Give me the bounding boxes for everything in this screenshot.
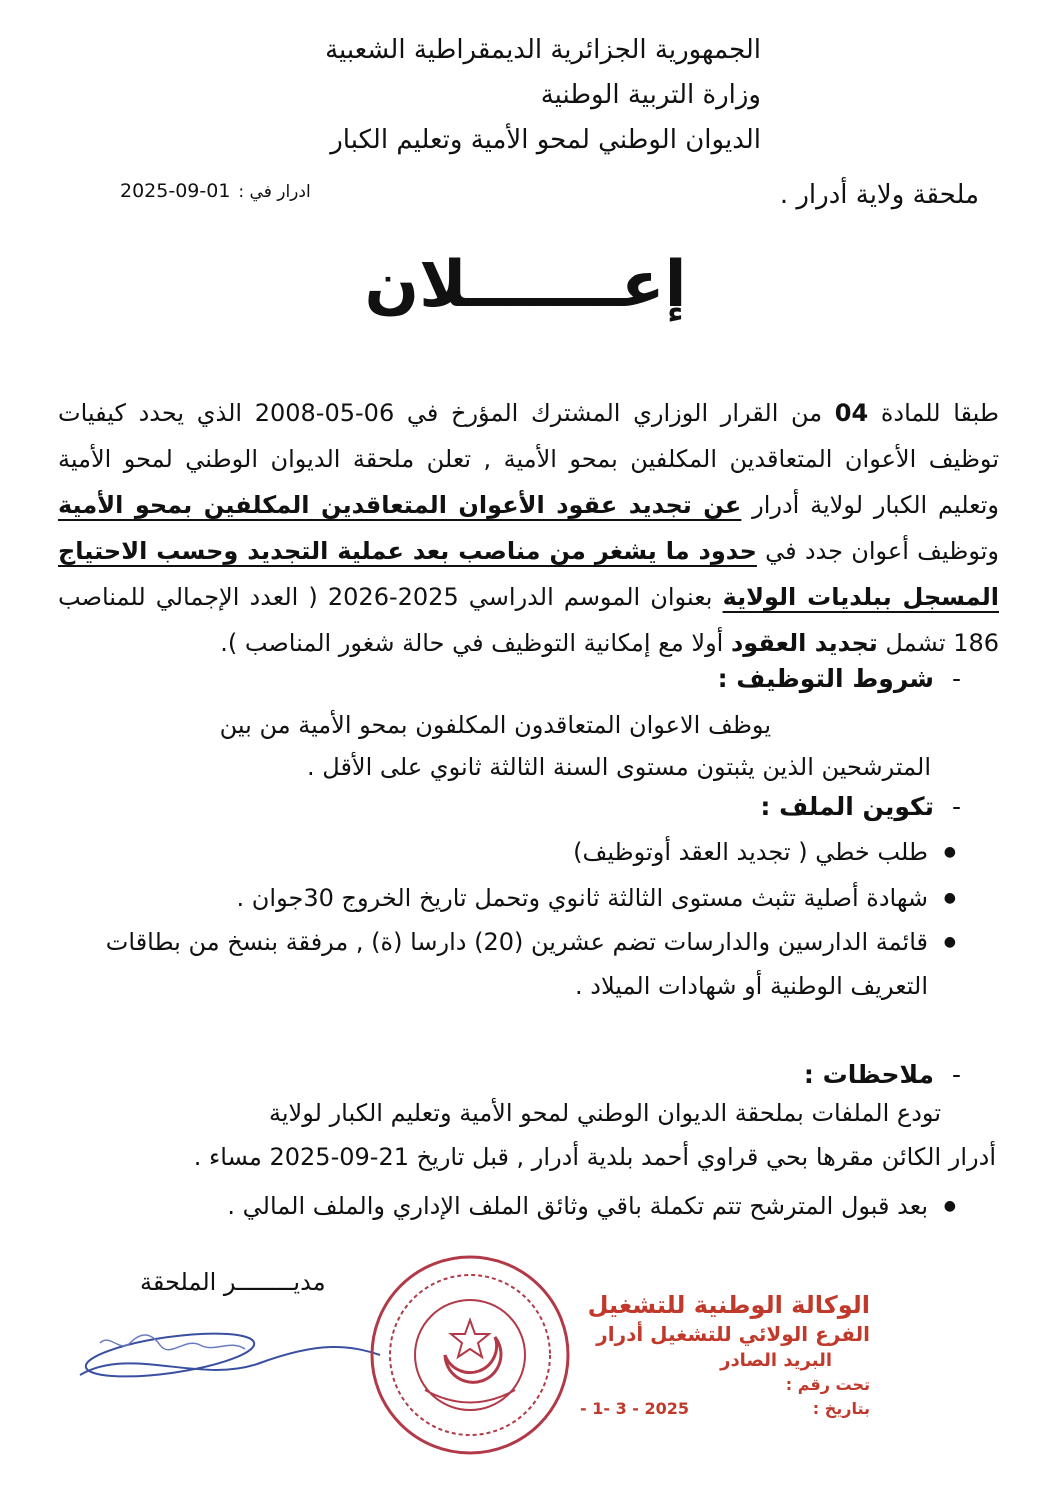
notes-heading: -ملاحظات : bbox=[803, 1060, 961, 1089]
stamp-date-value: 2025 - 3 -1 - bbox=[580, 1399, 690, 1418]
conditions-heading: -شروط التوظيف : bbox=[717, 664, 961, 693]
file-item: ● طلب خطي ( تجديد العقد أوتوظيف) bbox=[573, 830, 956, 874]
intro-text: من القرار الوزاري المشترك المؤرخ في bbox=[394, 399, 835, 427]
vacancy-highlight: حدود ما يشغر من مناصب بعد عملية التجديد وحسب الاحتياج المسجل ببلديات الولاية bbox=[58, 537, 999, 611]
intro-text: بعنوان الموسم الدراسي 2025-2026 ( العدد الإجمالي للمناصب 186 تشمل bbox=[58, 583, 999, 657]
stamp-date-label: بتاريخ : bbox=[812, 1399, 870, 1418]
stamp-agency: الوكالة الوطنية للتشغيل bbox=[587, 1291, 870, 1319]
contract-renewal-bold: تجديد العقود bbox=[730, 629, 878, 657]
signature-image bbox=[60, 1315, 390, 1395]
round-seal-image bbox=[365, 1250, 575, 1460]
stamp-branch: الفرع الولائي للتشغيل أدرار bbox=[596, 1322, 870, 1346]
file-heading-text: تكوين الملف : bbox=[760, 792, 934, 821]
notes-bullet: ● بعد قبول المترشح تتم تكملة باقي وثائق الملف الإداري والملف المالي . bbox=[227, 1184, 956, 1228]
notes-heading-text: ملاحظات : bbox=[803, 1060, 934, 1089]
date-value: 2025-09-01 bbox=[120, 180, 231, 202]
file-item: ● شهادة أصلية تثبث مستوى الثالثة ثانوي وتحمل تاريخ الخروج 30جوان . bbox=[237, 876, 956, 920]
notes-line-2: أدرار الكائن مقرها بحي قراوي أحمد بلدية أدرار , قبل تاريخ 21-09-2025 مساء . bbox=[193, 1143, 996, 1171]
date-label: ادرار في : bbox=[238, 182, 311, 202]
conditions-line-2: المترشحين الذين يثبتون مستوى السنة الثالثة ثانوي على الأقل . bbox=[307, 753, 931, 781]
notes-line-1: تودع الملفات بملحقة الديوان الوطني لمحو الأمية وتعليم الكبار لولاية bbox=[269, 1099, 941, 1127]
stamp-mail: البريد الصادر bbox=[720, 1350, 832, 1371]
ministry-line: وزارة التربية الوطنية bbox=[540, 80, 761, 110]
renewal-highlight: عن تجديد عقود الأعوان المتعاقدين المكلفين بمحو الأمية bbox=[58, 491, 742, 519]
intro-paragraph bbox=[58, 390, 999, 666]
stamp-date-row bbox=[580, 1396, 870, 1422]
dateline bbox=[120, 180, 311, 202]
office-line: الديوان الوطني لمحو الأمية وتعليم الكبار bbox=[330, 125, 761, 155]
intro-text: طبقا للمادة bbox=[868, 399, 999, 427]
annex-line: ملحقة ولاية أدرار . bbox=[779, 180, 979, 210]
republic-line: الجمهورية الجزائرية الديمقراطية الشعبية bbox=[325, 35, 761, 65]
letterhead bbox=[61, 28, 761, 163]
conditions-heading-text: شروط التوظيف : bbox=[717, 664, 934, 693]
intro-text: وتوظيف أعوان جدد في bbox=[756, 537, 999, 565]
director-title: مديــــــــر الملحقة bbox=[140, 1268, 326, 1296]
file-item: ● قائمة الدارسين والدارسات تضم عشرين (20) دارسا (ة) , مرفقة بنسخ من بطاقات التعريف الوطنية أو شهادات الميلاد . bbox=[68, 920, 956, 1008]
decree-date: 06-05-2008 bbox=[254, 399, 395, 427]
intro-text: الذي يحدد كيفيات توظيف الأعوان المتعاقدين المكلفين بمحو الأمية , تعلن ملحقة الديوان الوطني لمحو الأمية وتعليم الكبار لولاية أدرار bbox=[58, 399, 999, 519]
article-number: 04 bbox=[834, 399, 869, 427]
intro-text: أولا مع إمكانية التوظيف في حالة شغور المناصب ). bbox=[220, 629, 731, 657]
red-reception-stamp bbox=[580, 1290, 870, 1422]
conditions-line-1: يوظف الاعوان المتعاقدون المكلفون بمحو الأمية من بين bbox=[219, 711, 771, 739]
stamp-ref-label: تحت رقم : bbox=[785, 1375, 870, 1394]
announcement-title: إعـــــــلان bbox=[364, 248, 687, 322]
file-heading: -تكوين الملف : bbox=[760, 792, 961, 821]
